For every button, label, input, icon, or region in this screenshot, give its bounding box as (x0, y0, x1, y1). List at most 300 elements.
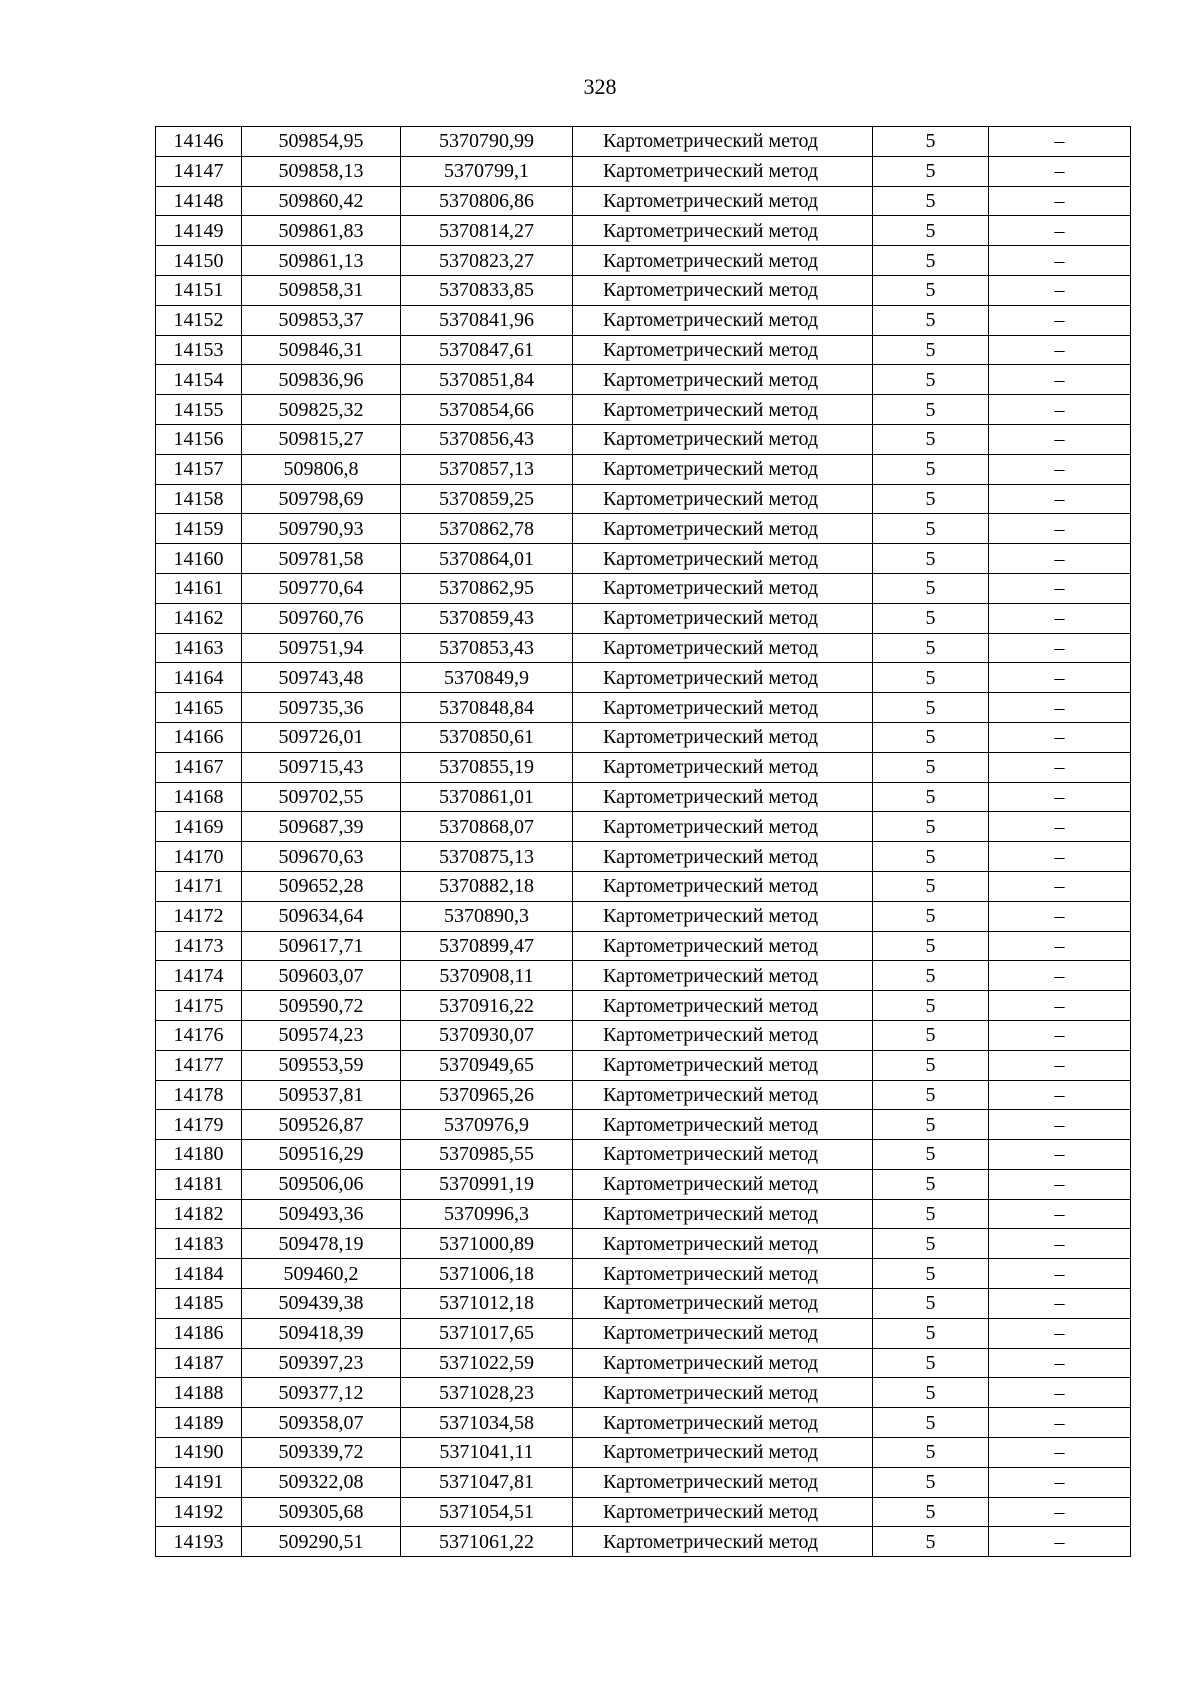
table-row (156, 722, 1131, 752)
table-row (156, 1110, 1131, 1140)
table-row (156, 1050, 1131, 1080)
x-coordinate-cell: 509858,31 (242, 275, 401, 305)
table-row (156, 1289, 1131, 1319)
dash-cell: – (989, 693, 1131, 723)
x-coordinate-cell: 509493,36 (242, 1199, 401, 1229)
dash-cell: – (989, 1080, 1131, 1110)
method-cell: Картометрический метод (573, 424, 873, 454)
y-coordinate-cell: 5370799,1 (401, 156, 573, 186)
x-coordinate-cell: 509553,59 (242, 1050, 401, 1080)
method-cell: Картометрический метод (573, 1408, 873, 1438)
x-coordinate-cell: 509339,72 (242, 1438, 401, 1468)
table-row (156, 633, 1131, 663)
y-coordinate-cell: 5370790,99 (401, 127, 573, 157)
method-cell: Картометрический метод (573, 1020, 873, 1050)
table-row (156, 1140, 1131, 1170)
dash-cell: – (989, 1438, 1131, 1468)
point-number-cell: 14193 (156, 1527, 242, 1557)
y-coordinate-cell: 5371041,11 (401, 1438, 573, 1468)
method-cell: Картометрический метод (573, 514, 873, 544)
precision-cell: 5 (873, 573, 989, 603)
x-coordinate-cell: 509358,07 (242, 1408, 401, 1438)
point-number-cell: 14153 (156, 335, 242, 365)
dash-cell: – (989, 544, 1131, 574)
point-number-cell: 14177 (156, 1050, 242, 1080)
method-cell: Картометрический метод (573, 305, 873, 335)
x-coordinate-cell: 509790,93 (242, 514, 401, 544)
y-coordinate-cell: 5370851,84 (401, 365, 573, 395)
x-coordinate-cell: 509760,76 (242, 603, 401, 633)
precision-cell: 5 (873, 395, 989, 425)
x-coordinate-cell: 509574,23 (242, 1020, 401, 1050)
y-coordinate-cell: 5370861,01 (401, 782, 573, 812)
x-coordinate-cell: 509735,36 (242, 693, 401, 723)
precision-cell: 5 (873, 1467, 989, 1497)
precision-cell: 5 (873, 305, 989, 335)
table-row (156, 454, 1131, 484)
y-coordinate-cell: 5370862,95 (401, 573, 573, 603)
dash-cell: – (989, 1020, 1131, 1050)
method-cell: Картометрический метод (573, 395, 873, 425)
table-row (156, 1527, 1131, 1557)
dash-cell: – (989, 603, 1131, 633)
point-number-cell: 14148 (156, 186, 242, 216)
method-cell: Картометрический метод (573, 1169, 873, 1199)
dash-cell: – (989, 842, 1131, 872)
point-number-cell: 14178 (156, 1080, 242, 1110)
x-coordinate-cell: 509806,8 (242, 454, 401, 484)
x-coordinate-cell: 509751,94 (242, 633, 401, 663)
y-coordinate-cell: 5370985,55 (401, 1140, 573, 1170)
method-cell: Картометрический метод (573, 901, 873, 931)
method-cell: Картометрический метод (573, 1199, 873, 1229)
table-row (156, 1408, 1131, 1438)
y-coordinate-cell: 5370930,07 (401, 1020, 573, 1050)
precision-cell: 5 (873, 246, 989, 276)
method-cell: Картометрический метод (573, 871, 873, 901)
point-number-cell: 14160 (156, 544, 242, 574)
precision-cell: 5 (873, 901, 989, 931)
table-row (156, 782, 1131, 812)
dash-cell: – (989, 156, 1131, 186)
y-coordinate-cell: 5370848,84 (401, 693, 573, 723)
y-coordinate-cell: 5371022,59 (401, 1348, 573, 1378)
point-number-cell: 14180 (156, 1140, 242, 1170)
point-number-cell: 14165 (156, 693, 242, 723)
precision-cell: 5 (873, 156, 989, 186)
x-coordinate-cell: 509516,29 (242, 1140, 401, 1170)
y-coordinate-cell: 5370853,43 (401, 633, 573, 663)
y-coordinate-cell: 5371054,51 (401, 1497, 573, 1527)
dash-cell: – (989, 722, 1131, 752)
y-coordinate-cell: 5370996,3 (401, 1199, 573, 1229)
precision-cell: 5 (873, 693, 989, 723)
dash-cell: – (989, 1318, 1131, 1348)
method-cell: Картометрический метод (573, 722, 873, 752)
y-coordinate-cell: 5370890,3 (401, 901, 573, 931)
precision-cell: 5 (873, 424, 989, 454)
table-row (156, 573, 1131, 603)
table-row (156, 842, 1131, 872)
point-number-cell: 14150 (156, 246, 242, 276)
y-coordinate-cell: 5371012,18 (401, 1289, 573, 1319)
method-cell: Картометрический метод (573, 1110, 873, 1140)
dash-cell: – (989, 1169, 1131, 1199)
table-row (156, 961, 1131, 991)
precision-cell: 5 (873, 1497, 989, 1527)
point-number-cell: 14185 (156, 1289, 242, 1319)
method-cell: Картометрический метод (573, 633, 873, 663)
dash-cell: – (989, 1110, 1131, 1140)
y-coordinate-cell: 5371028,23 (401, 1378, 573, 1408)
point-number-cell: 14164 (156, 663, 242, 693)
dash-cell: – (989, 454, 1131, 484)
precision-cell: 5 (873, 722, 989, 752)
dash-cell: – (989, 186, 1131, 216)
precision-cell: 5 (873, 544, 989, 574)
precision-cell: 5 (873, 782, 989, 812)
precision-cell: 5 (873, 871, 989, 901)
precision-cell: 5 (873, 454, 989, 484)
table-row (156, 156, 1131, 186)
x-coordinate-cell: 509397,23 (242, 1348, 401, 1378)
table-row (156, 424, 1131, 454)
point-number-cell: 14168 (156, 782, 242, 812)
table-row (156, 275, 1131, 305)
precision-cell: 5 (873, 1229, 989, 1259)
dash-cell: – (989, 1527, 1131, 1557)
table-row (156, 1259, 1131, 1289)
dash-cell: – (989, 1229, 1131, 1259)
dash-cell: – (989, 573, 1131, 603)
y-coordinate-cell: 5370841,96 (401, 305, 573, 335)
y-coordinate-cell: 5370849,9 (401, 663, 573, 693)
point-number-cell: 14147 (156, 156, 242, 186)
table-row (156, 693, 1131, 723)
point-number-cell: 14192 (156, 1497, 242, 1527)
table-row (156, 1497, 1131, 1527)
dash-cell: – (989, 127, 1131, 157)
table-row (156, 663, 1131, 693)
method-cell: Картометрический метод (573, 1467, 873, 1497)
point-number-cell: 14189 (156, 1408, 242, 1438)
table-row (156, 1199, 1131, 1229)
point-number-cell: 14187 (156, 1348, 242, 1378)
dash-cell: – (989, 1497, 1131, 1527)
point-number-cell: 14149 (156, 216, 242, 246)
dash-cell: – (989, 1199, 1131, 1229)
x-coordinate-cell: 509825,32 (242, 395, 401, 425)
dash-cell: – (989, 991, 1131, 1021)
dash-cell: – (989, 246, 1131, 276)
x-coordinate-cell: 509617,71 (242, 931, 401, 961)
y-coordinate-cell: 5370875,13 (401, 842, 573, 872)
method-cell: Картометрический метод (573, 1050, 873, 1080)
method-cell: Картометрический метод (573, 782, 873, 812)
point-number-cell: 14174 (156, 961, 242, 991)
method-cell: Картометрический метод (573, 842, 873, 872)
point-number-cell: 14169 (156, 812, 242, 842)
dash-cell: – (989, 633, 1131, 663)
table-row (156, 365, 1131, 395)
y-coordinate-cell: 5371061,22 (401, 1527, 573, 1557)
x-coordinate-cell: 509290,51 (242, 1527, 401, 1557)
x-coordinate-cell: 509687,39 (242, 812, 401, 842)
table-row (156, 395, 1131, 425)
dash-cell: – (989, 1289, 1131, 1319)
method-cell: Картометрический метод (573, 454, 873, 484)
precision-cell: 5 (873, 1169, 989, 1199)
table-row (156, 186, 1131, 216)
precision-cell: 5 (873, 931, 989, 961)
table-row (156, 544, 1131, 574)
point-number-cell: 14175 (156, 991, 242, 1021)
y-coordinate-cell: 5370814,27 (401, 216, 573, 246)
y-coordinate-cell: 5370916,22 (401, 991, 573, 1021)
y-coordinate-cell: 5370949,65 (401, 1050, 573, 1080)
method-cell: Картометрический метод (573, 186, 873, 216)
point-number-cell: 14162 (156, 603, 242, 633)
precision-cell: 5 (873, 127, 989, 157)
table-row (156, 1438, 1131, 1468)
table-row (156, 127, 1131, 157)
x-coordinate-cell: 509815,27 (242, 424, 401, 454)
table-row (156, 603, 1131, 633)
x-coordinate-cell: 509377,12 (242, 1378, 401, 1408)
precision-cell: 5 (873, 1259, 989, 1289)
table-row (156, 871, 1131, 901)
point-number-cell: 14167 (156, 752, 242, 782)
method-cell: Картометрический метод (573, 931, 873, 961)
precision-cell: 5 (873, 663, 989, 693)
dash-cell: – (989, 1348, 1131, 1378)
table-row (156, 1080, 1131, 1110)
precision-cell: 5 (873, 514, 989, 544)
table-row (156, 335, 1131, 365)
method-cell: Картометрический метод (573, 1348, 873, 1378)
point-number-cell: 14155 (156, 395, 242, 425)
x-coordinate-cell: 509652,28 (242, 871, 401, 901)
point-number-cell: 14184 (156, 1259, 242, 1289)
dash-cell: – (989, 1259, 1131, 1289)
table-row (156, 1169, 1131, 1199)
y-coordinate-cell: 5370806,86 (401, 186, 573, 216)
y-coordinate-cell: 5370855,19 (401, 752, 573, 782)
method-cell: Картометрический метод (573, 1527, 873, 1557)
dash-cell: – (989, 782, 1131, 812)
point-number-cell: 14163 (156, 633, 242, 663)
point-number-cell: 14183 (156, 1229, 242, 1259)
y-coordinate-cell: 5370899,47 (401, 931, 573, 961)
point-number-cell: 14156 (156, 424, 242, 454)
precision-cell: 5 (873, 1348, 989, 1378)
precision-cell: 5 (873, 186, 989, 216)
method-cell: Картометрический метод (573, 1259, 873, 1289)
dash-cell: – (989, 1408, 1131, 1438)
y-coordinate-cell: 5371000,89 (401, 1229, 573, 1259)
precision-cell: 5 (873, 991, 989, 1021)
table-row (156, 1229, 1131, 1259)
x-coordinate-cell: 509603,07 (242, 961, 401, 991)
table-row (156, 1020, 1131, 1050)
dash-cell: – (989, 901, 1131, 931)
precision-cell: 5 (873, 1438, 989, 1468)
method-cell: Картометрический метод (573, 752, 873, 782)
x-coordinate-cell: 509506,06 (242, 1169, 401, 1199)
point-number-cell: 14170 (156, 842, 242, 872)
table-row (156, 514, 1131, 544)
table-row (156, 1318, 1131, 1348)
x-coordinate-cell: 509860,42 (242, 186, 401, 216)
point-number-cell: 14172 (156, 901, 242, 931)
precision-cell: 5 (873, 1378, 989, 1408)
method-cell: Картометрический метод (573, 335, 873, 365)
x-coordinate-cell: 509702,55 (242, 782, 401, 812)
x-coordinate-cell: 509590,72 (242, 991, 401, 1021)
y-coordinate-cell: 5371006,18 (401, 1259, 573, 1289)
coordinates-table (155, 126, 1131, 1557)
table-row (156, 991, 1131, 1021)
x-coordinate-cell: 509670,63 (242, 842, 401, 872)
x-coordinate-cell: 509858,13 (242, 156, 401, 186)
y-coordinate-cell: 5370868,07 (401, 812, 573, 842)
method-cell: Картометрический метод (573, 1497, 873, 1527)
y-coordinate-cell: 5370857,13 (401, 454, 573, 484)
method-cell: Картометрический метод (573, 812, 873, 842)
point-number-cell: 14191 (156, 1467, 242, 1497)
method-cell: Картометрический метод (573, 275, 873, 305)
point-number-cell: 14158 (156, 484, 242, 514)
precision-cell: 5 (873, 216, 989, 246)
dash-cell: – (989, 275, 1131, 305)
dash-cell: – (989, 514, 1131, 544)
dash-cell: – (989, 871, 1131, 901)
point-number-cell: 14173 (156, 931, 242, 961)
x-coordinate-cell: 509439,38 (242, 1289, 401, 1319)
page-number: 328 (583, 74, 617, 99)
method-cell: Картометрический метод (573, 663, 873, 693)
precision-cell: 5 (873, 1289, 989, 1319)
table-row (156, 901, 1131, 931)
x-coordinate-cell: 509460,2 (242, 1259, 401, 1289)
table-row (156, 1378, 1131, 1408)
dash-cell: – (989, 305, 1131, 335)
y-coordinate-cell: 5370882,18 (401, 871, 573, 901)
precision-cell: 5 (873, 1110, 989, 1140)
x-coordinate-cell: 509781,58 (242, 544, 401, 574)
y-coordinate-cell: 5370833,85 (401, 275, 573, 305)
x-coordinate-cell: 509537,81 (242, 1080, 401, 1110)
point-number-cell: 14190 (156, 1438, 242, 1468)
table-row (156, 752, 1131, 782)
x-coordinate-cell: 509861,13 (242, 246, 401, 276)
dash-cell: – (989, 395, 1131, 425)
method-cell: Картометрический метод (573, 1080, 873, 1110)
y-coordinate-cell: 5370864,01 (401, 544, 573, 574)
x-coordinate-cell: 509846,31 (242, 335, 401, 365)
y-coordinate-cell: 5370859,25 (401, 484, 573, 514)
y-coordinate-cell: 5370823,27 (401, 246, 573, 276)
point-number-cell: 14171 (156, 871, 242, 901)
y-coordinate-cell: 5370976,9 (401, 1110, 573, 1140)
method-cell: Картометрический метод (573, 1438, 873, 1468)
method-cell: Картометрический метод (573, 961, 873, 991)
precision-cell: 5 (873, 1050, 989, 1080)
point-number-cell: 14159 (156, 514, 242, 544)
y-coordinate-cell: 5370847,61 (401, 335, 573, 365)
table-row (156, 305, 1131, 335)
point-number-cell: 14157 (156, 454, 242, 484)
point-number-cell: 14166 (156, 722, 242, 752)
precision-cell: 5 (873, 1318, 989, 1348)
x-coordinate-cell: 509634,64 (242, 901, 401, 931)
y-coordinate-cell: 5370991,19 (401, 1169, 573, 1199)
point-number-cell: 14146 (156, 127, 242, 157)
precision-cell: 5 (873, 1408, 989, 1438)
x-coordinate-cell: 509854,95 (242, 127, 401, 157)
table-row (156, 246, 1131, 276)
method-cell: Картометрический метод (573, 603, 873, 633)
precision-cell: 5 (873, 484, 989, 514)
x-coordinate-cell: 509836,96 (242, 365, 401, 395)
table-row (156, 812, 1131, 842)
precision-cell: 5 (873, 1080, 989, 1110)
x-coordinate-cell: 509526,87 (242, 1110, 401, 1140)
point-number-cell: 14152 (156, 305, 242, 335)
method-cell: Картометрический метод (573, 246, 873, 276)
point-number-cell: 14161 (156, 573, 242, 603)
dash-cell: – (989, 1378, 1131, 1408)
point-number-cell: 14188 (156, 1378, 242, 1408)
x-coordinate-cell: 509798,69 (242, 484, 401, 514)
precision-cell: 5 (873, 633, 989, 663)
method-cell: Картометрический метод (573, 1318, 873, 1348)
method-cell: Картометрический метод (573, 544, 873, 574)
precision-cell: 5 (873, 275, 989, 305)
dash-cell: – (989, 365, 1131, 395)
dash-cell: – (989, 484, 1131, 514)
point-number-cell: 14179 (156, 1110, 242, 1140)
point-number-cell: 14186 (156, 1318, 242, 1348)
method-cell: Картометрический метод (573, 1229, 873, 1259)
y-coordinate-cell: 5370965,26 (401, 1080, 573, 1110)
dash-cell: – (989, 335, 1131, 365)
table-row (156, 484, 1131, 514)
method-cell: Картометрический метод (573, 1140, 873, 1170)
precision-cell: 5 (873, 603, 989, 633)
table-row (156, 1467, 1131, 1497)
y-coordinate-cell: 5370850,61 (401, 722, 573, 752)
y-coordinate-cell: 5371034,58 (401, 1408, 573, 1438)
point-number-cell: 14176 (156, 1020, 242, 1050)
x-coordinate-cell: 509853,37 (242, 305, 401, 335)
x-coordinate-cell: 509726,01 (242, 722, 401, 752)
method-cell: Картометрический метод (573, 1289, 873, 1319)
dash-cell: – (989, 1050, 1131, 1080)
dash-cell: – (989, 961, 1131, 991)
dash-cell: – (989, 216, 1131, 246)
precision-cell: 5 (873, 752, 989, 782)
y-coordinate-cell: 5370859,43 (401, 603, 573, 633)
point-number-cell: 14154 (156, 365, 242, 395)
x-coordinate-cell: 509743,48 (242, 663, 401, 693)
table-row (156, 931, 1131, 961)
method-cell: Картометрический метод (573, 1378, 873, 1408)
dash-cell: – (989, 752, 1131, 782)
method-cell: Картометрический метод (573, 573, 873, 603)
x-coordinate-cell: 509322,08 (242, 1467, 401, 1497)
method-cell: Картометрический метод (573, 365, 873, 395)
